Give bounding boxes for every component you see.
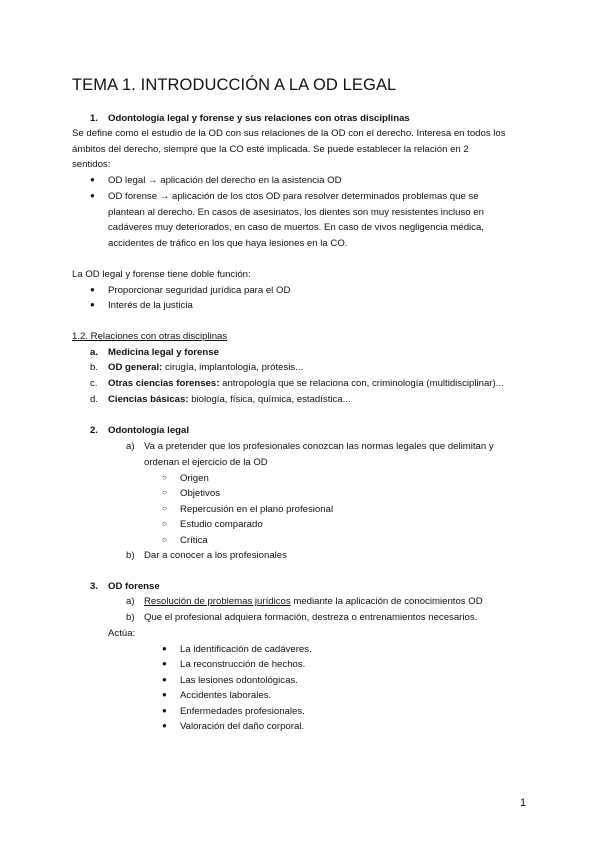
intro-line-2: ámbitos del derecho, siempre que la CO esté implicada. Se puede establecer la relación en 2 xyxy=(72,144,469,155)
page-title: TEMA 1. INTRODUCCIÓN A LA OD LEGAL xyxy=(72,76,397,94)
item-c: Otras ciencias forenses: antropología que se relaciona con, criminología (multidisciplinar)... xyxy=(108,378,504,389)
sub-item-estudio: Estudio comparado xyxy=(180,519,263,530)
acts-item-5: Enfermedades profesionales. xyxy=(180,706,305,717)
item-c-marker: c. xyxy=(90,378,98,389)
item-d-marker: d. xyxy=(90,394,99,405)
bullet-od-forense-line-1: OD forense → aplicación de los ctos OD para resolver determinados problemas que se xyxy=(108,191,479,202)
sub-item-origen: Origen xyxy=(180,473,209,484)
bullet-icon: ● xyxy=(162,675,167,684)
dual-function-intro: La OD legal y forense tiene doble función: xyxy=(72,269,251,280)
bullet-od-legal: OD legal → aplicación del derecho en la asistencia OD xyxy=(108,175,342,186)
bullet-icon: ● xyxy=(162,706,167,715)
section-1-heading: Odontología legal y forense y sus relaciones con otras disciplinas xyxy=(108,113,410,124)
section-2-a-marker: a) xyxy=(126,441,135,452)
item-b: OD general: cirugía, implantología, prótesis... xyxy=(108,362,304,373)
bullet-icon: ● xyxy=(90,300,95,309)
section-3-number: 3. xyxy=(90,581,99,592)
item-a-marker: a. xyxy=(90,347,99,358)
bullet-od-forense-line-2: plantean al derecho. En casos de asesinatos, los dientes son muy resistentes incluso en xyxy=(108,207,484,218)
circle-bullet-icon: ○ xyxy=(162,488,167,497)
acts-item-2: La reconstrucción de hechos. xyxy=(180,659,306,670)
item-d: Ciencias básicas: biología, física, química, estadística... xyxy=(108,394,351,405)
section-1-2-heading: 1.2. Relaciones con otras disciplinas xyxy=(72,331,228,342)
sub-item-critica: Crítica xyxy=(180,535,208,546)
circle-bullet-icon: ○ xyxy=(162,504,167,513)
bullet-icon: ● xyxy=(162,659,167,668)
bullet-icon: ● xyxy=(162,690,167,699)
acts-item-4: Accidentes laborales. xyxy=(180,690,272,701)
sub-item-repercusion: Repercusión en el plano profesional xyxy=(180,504,334,515)
acts-label: Actúa: xyxy=(108,628,136,639)
intro-line-1: Se define como el estudio de la OD con sus relaciones de la OD con el derecho. Interesa en todos los xyxy=(72,128,506,139)
section-2-a-line-1: Va a pretender que los profesionales conozcan las normas legales que delimitan y xyxy=(144,441,494,452)
page-number: 1 xyxy=(520,797,527,809)
bullet-icon: ● xyxy=(90,191,95,200)
circle-bullet-icon: ○ xyxy=(162,473,167,482)
dual-function-item-2: Interés de la justicia xyxy=(108,300,193,311)
bullet-icon: ● xyxy=(162,721,167,730)
circle-bullet-icon: ○ xyxy=(162,535,167,544)
section-1-number: 1. xyxy=(90,113,99,124)
item-a: Medicina legal y forense xyxy=(108,347,219,358)
intro-line-3: sentidos: xyxy=(72,159,111,170)
section-3-a-text: Resolución de problemas jurídicos mediante la aplicación de conocimientos OD xyxy=(144,596,483,607)
section-2-a-line-2: ordenan el ejercicio de la OD xyxy=(144,457,268,468)
acts-item-6: Valoración del daño corporal. xyxy=(180,721,305,732)
dual-function-item-1: Proporcionar seguridad jurídica para el OD xyxy=(108,285,291,296)
section-3-heading: OD forense xyxy=(108,581,160,592)
sub-item-objetivos: Objetivos xyxy=(180,488,220,499)
bullet-icon: ● xyxy=(90,175,95,184)
section-2-number: 2. xyxy=(90,425,99,436)
acts-item-1: La identificación de cadáveres. xyxy=(180,644,312,655)
section-2-b-marker: b) xyxy=(126,550,135,561)
bullet-od-forense-line-3: cadáveres muy deteriorados, en caso de muertos. En caso de vivos negligencia médica, xyxy=(108,222,484,233)
section-2-heading: Odontología legal xyxy=(108,425,190,436)
bullet-od-forense-line-4: accidentes de tráfico en los que haya lesiones en la CO. xyxy=(108,238,348,249)
section-3-b-marker: b) xyxy=(126,612,135,623)
section-3-b-text: Que el profesional adquiera formación, destreza o entrenamientos necesarios. xyxy=(144,612,478,623)
section-3-a-marker: a) xyxy=(126,596,135,607)
item-b-marker: b. xyxy=(90,362,99,373)
bullet-icon: ● xyxy=(90,285,95,294)
bullet-icon: ● xyxy=(162,644,167,653)
circle-bullet-icon: ○ xyxy=(162,519,167,528)
section-2-b-text: Dar a conocer a los profesionales xyxy=(144,550,287,561)
acts-item-3: Las lesiones odontológicas. xyxy=(180,675,298,686)
